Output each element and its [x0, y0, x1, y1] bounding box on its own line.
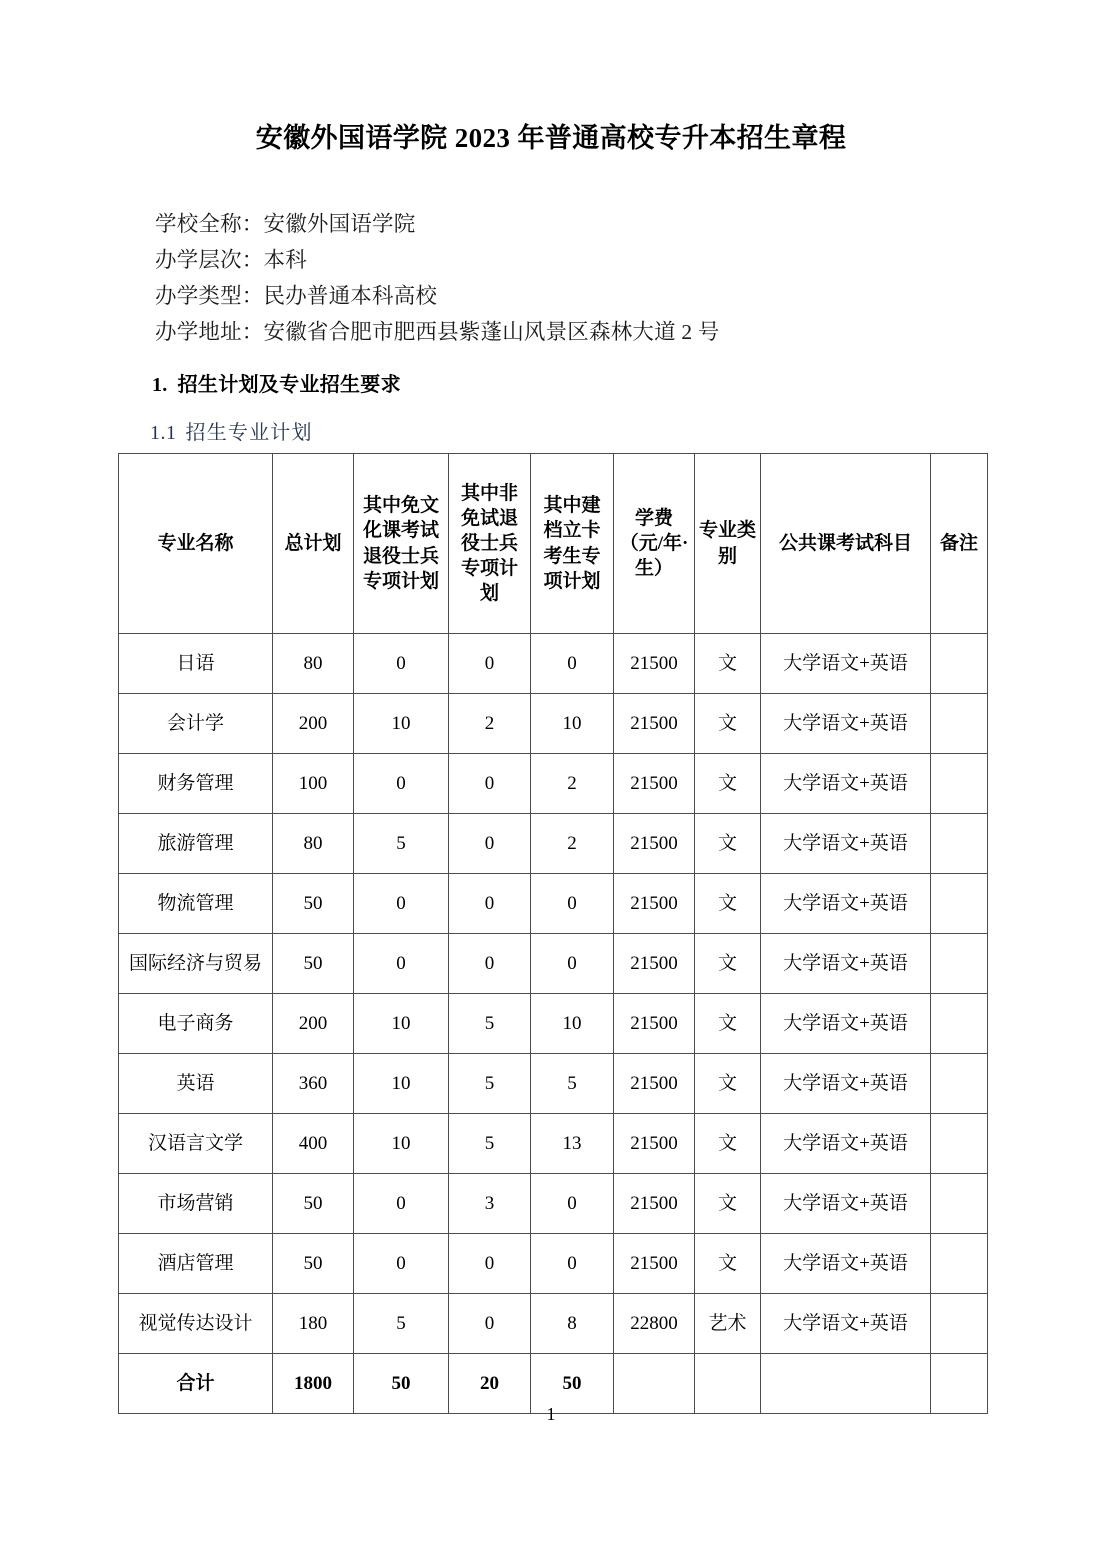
cell-subjects: 大学语文+英语	[761, 1054, 931, 1114]
section-number: 1.	[152, 374, 168, 396]
cell-note	[931, 1174, 988, 1234]
cell-note	[931, 994, 988, 1054]
cell-poverty-card: 10	[531, 994, 614, 1054]
cell-category: 文	[695, 1174, 761, 1234]
cell-poverty-card: 0	[531, 1234, 614, 1294]
cell-tuition: 21500	[614, 1114, 695, 1174]
cell-poverty-card: 5	[531, 1054, 614, 1114]
cell-total-sum: 1800	[273, 1354, 354, 1414]
cell-total: 50	[273, 934, 354, 994]
cell-total: 80	[273, 634, 354, 694]
cell-note	[931, 814, 988, 874]
column-header-major-category: 专业类别	[695, 454, 761, 634]
cell-nonexempt-veteran: 2	[449, 694, 531, 754]
cell-major: 汉语言文学	[119, 1114, 273, 1174]
table-row	[119, 814, 988, 874]
subsection-heading-1-1	[150, 416, 313, 445]
cell-tuition: 21500	[614, 814, 695, 874]
cell-poverty-card: 0	[531, 874, 614, 934]
cell-nonexempt-veteran: 3	[449, 1174, 531, 1234]
cell-tuition: 21500	[614, 874, 695, 934]
cell-major: 财务管理	[119, 754, 273, 814]
enrollment-plan-table	[118, 453, 988, 1414]
cell-exempt-culture: 10	[354, 1054, 449, 1114]
table-row	[119, 694, 988, 754]
cell-exempt-culture: 0	[354, 634, 449, 694]
cell-total: 50	[273, 1234, 354, 1294]
cell-poverty-card: 0	[531, 1174, 614, 1234]
cell-tuition: 21500	[614, 994, 695, 1054]
cell-total: 400	[273, 1114, 354, 1174]
cell-note	[931, 1234, 988, 1294]
cell-major: 酒店管理	[119, 1234, 273, 1294]
cell-nonexempt-veteran: 0	[449, 1234, 531, 1294]
table-row	[119, 1234, 988, 1294]
cell-nonexempt-veteran: 0	[449, 874, 531, 934]
cell-total: 360	[273, 1054, 354, 1114]
info-line-education-level: 办学层次：本科	[155, 248, 307, 272]
school-info-block	[155, 206, 975, 350]
cell-total: 50	[273, 1174, 354, 1234]
column-header-exempt-culture-veteran-plan: 其中免文化课考试退役士兵专项计划	[354, 454, 449, 634]
column-header-poverty-card-plan: 其中建档立卡考生专项计划	[531, 454, 614, 634]
cell-category: 文	[695, 694, 761, 754]
cell-exempt-culture: 5	[354, 814, 449, 874]
cell-subjects: 大学语文+英语	[761, 634, 931, 694]
cell-total: 200	[273, 994, 354, 1054]
cell-total: 200	[273, 694, 354, 754]
cell-major: 市场营销	[119, 1174, 273, 1234]
cell-total: 80	[273, 814, 354, 874]
cell-total: 180	[273, 1294, 354, 1354]
cell-category: 文	[695, 994, 761, 1054]
cell-total-exempt-culture: 50	[354, 1354, 449, 1414]
cell-subjects: 大学语文+英语	[761, 1114, 931, 1174]
cell-subjects: 大学语文+英语	[761, 934, 931, 994]
cell-category: 文	[695, 874, 761, 934]
cell-subjects: 大学语文+英语	[761, 754, 931, 814]
page-number: 1	[546, 1404, 556, 1424]
cell-major: 英语	[119, 1054, 273, 1114]
cell-exempt-culture: 0	[354, 754, 449, 814]
cell-subjects: 大学语文+英语	[761, 814, 931, 874]
cell-note	[931, 754, 988, 814]
cell-major: 电子商务	[119, 994, 273, 1054]
cell-exempt-culture: 10	[354, 994, 449, 1054]
table-row	[119, 1054, 988, 1114]
cell-tuition: 21500	[614, 634, 695, 694]
cell-major: 国际经济与贸易	[119, 934, 273, 994]
cell-exempt-culture: 0	[354, 874, 449, 934]
cell-subjects: 大学语文+英语	[761, 1294, 931, 1354]
cell-note	[931, 694, 988, 754]
section-title: 招生计划及专业招生要求	[177, 374, 401, 396]
cell-exempt-culture: 5	[354, 1294, 449, 1354]
cell-poverty-card: 0	[531, 934, 614, 994]
cell-tuition: 21500	[614, 694, 695, 754]
subsection-number: 1.1	[150, 422, 177, 444]
table-row	[119, 874, 988, 934]
enrollment-plan-table-container	[118, 453, 987, 1414]
column-header-public-exam-subjects: 公共课考试科目	[761, 454, 931, 634]
cell-total: 50	[273, 874, 354, 934]
section-heading-1	[152, 368, 401, 397]
cell-nonexempt-veteran: 0	[449, 1294, 531, 1354]
cell-subjects: 大学语文+英语	[761, 994, 931, 1054]
cell-poverty-card: 13	[531, 1114, 614, 1174]
cell-subjects: 大学语文+英语	[761, 874, 931, 934]
cell-tuition: 21500	[614, 754, 695, 814]
cell-nonexempt-veteran: 0	[449, 814, 531, 874]
cell-exempt-culture: 10	[354, 694, 449, 754]
cell-tuition: 21500	[614, 934, 695, 994]
cell-major: 日语	[119, 634, 273, 694]
cell-note	[931, 874, 988, 934]
column-header-note: 备注	[931, 454, 988, 634]
cell-note	[931, 634, 988, 694]
info-line-address: 办学地址：安徽省合肥市肥西县紫蓬山风景区森林大道 2 号	[155, 320, 720, 344]
table-row	[119, 1294, 988, 1354]
cell-total-nonexempt-veteran: 20	[449, 1354, 531, 1414]
table-header-row	[119, 454, 988, 634]
table-row	[119, 1114, 988, 1174]
cell-total-poverty-card: 50	[531, 1354, 614, 1414]
cell-category: 文	[695, 634, 761, 694]
cell-tuition: 21500	[614, 1234, 695, 1294]
cell-category: 文	[695, 814, 761, 874]
cell-note	[931, 934, 988, 994]
cell-nonexempt-veteran: 5	[449, 1054, 531, 1114]
cell-poverty-card: 2	[531, 814, 614, 874]
cell-nonexempt-veteran: 0	[449, 634, 531, 694]
cell-major: 物流管理	[119, 874, 273, 934]
cell-exempt-culture: 0	[354, 1174, 449, 1234]
cell-nonexempt-veteran: 0	[449, 754, 531, 814]
cell-major: 旅游管理	[119, 814, 273, 874]
cell-major: 会计学	[119, 694, 273, 754]
table-row	[119, 634, 988, 694]
cell-poverty-card: 10	[531, 694, 614, 754]
cell-poverty-card: 8	[531, 1294, 614, 1354]
cell-nonexempt-veteran: 5	[449, 1114, 531, 1174]
cell-category: 艺术	[695, 1294, 761, 1354]
cell-subjects: 大学语文+英语	[761, 694, 931, 754]
column-header-major: 专业名称	[119, 454, 273, 634]
cell-exempt-culture: 0	[354, 934, 449, 994]
cell-note	[931, 1294, 988, 1354]
table-body	[119, 634, 988, 1414]
cell-total-label: 合计	[119, 1354, 273, 1414]
page-title: 安徽外国语学院 2023 年普通高校专升本招生章程	[255, 123, 847, 153]
info-line-school-type: 办学类型：民办普通本科高校	[155, 284, 438, 308]
cell-nonexempt-veteran: 0	[449, 934, 531, 994]
column-header-tuition: 学费（元/年·生）	[614, 454, 695, 634]
cell-category: 文	[695, 1234, 761, 1294]
column-header-nonexempt-veteran-plan: 其中非免试退役士兵专项计划	[449, 454, 531, 634]
subsection-title: 招生专业计划	[185, 422, 313, 444]
cell-tuition: 22800	[614, 1294, 695, 1354]
info-line-school-name: 学校全称：安徽外国语学院	[155, 212, 416, 236]
cell-poverty-card: 0	[531, 634, 614, 694]
column-header-total-plan: 总计划	[273, 454, 354, 634]
cell-subjects: 大学语文+英语	[761, 1234, 931, 1294]
cell-tuition: 21500	[614, 1054, 695, 1114]
cell-note	[931, 1114, 988, 1174]
cell-category: 文	[695, 1114, 761, 1174]
table-row	[119, 754, 988, 814]
cell-poverty-card: 2	[531, 754, 614, 814]
cell-tuition: 21500	[614, 1174, 695, 1234]
cell-nonexempt-veteran: 5	[449, 994, 531, 1054]
cell-exempt-culture: 0	[354, 1234, 449, 1294]
cell-category: 文	[695, 1054, 761, 1114]
cell-exempt-culture: 10	[354, 1114, 449, 1174]
table-row	[119, 994, 988, 1054]
cell-subjects: 大学语文+英语	[761, 1174, 931, 1234]
table-row	[119, 1174, 988, 1234]
cell-major: 视觉传达设计	[119, 1294, 273, 1354]
cell-total: 100	[273, 754, 354, 814]
cell-category: 文	[695, 934, 761, 994]
table-row	[119, 934, 988, 994]
cell-category: 文	[695, 754, 761, 814]
cell-note	[931, 1054, 988, 1114]
